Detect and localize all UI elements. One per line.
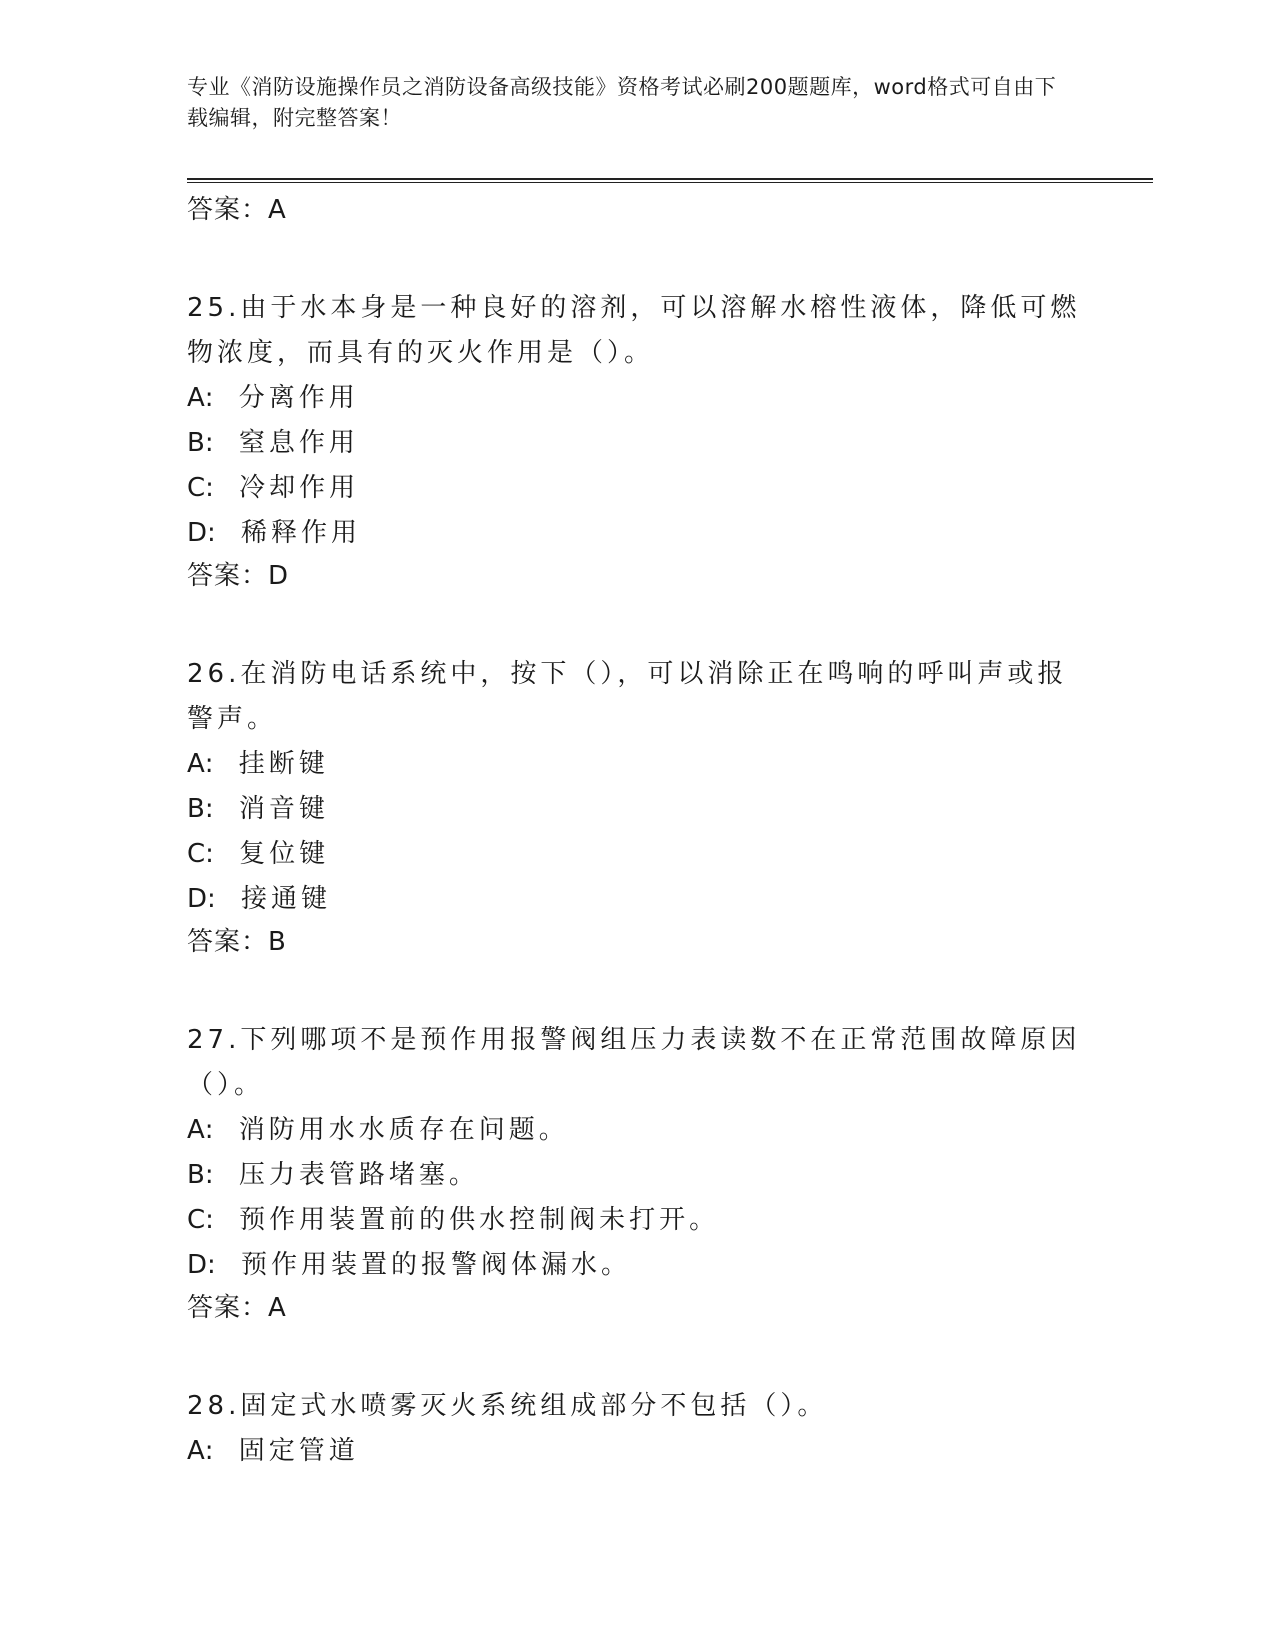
option-c: C: 复位键 bbox=[187, 839, 330, 869]
option-b: B: 消音键 bbox=[187, 794, 329, 824]
question-block bbox=[187, 1018, 1087, 1328]
option-a: A: 固定管道 bbox=[187, 1436, 359, 1466]
question-block bbox=[187, 652, 1087, 962]
document-title: 专业《消防设施操作员之消防设备高级技能》资格考试必刷200题题库，word格式可自由下载编辑，附完整答案！ bbox=[187, 75, 1057, 130]
header-divider bbox=[187, 178, 1153, 183]
question-text: 26.在消防电话系统中，按下（），可以消除正在鸣响的呼叫声或报警声。 bbox=[187, 659, 1068, 734]
question-text: 27.下列哪项不是预作用报警阀组压力表读数不在正常范围故障原因（）。 bbox=[187, 1025, 1081, 1100]
answer-line: 答案：B bbox=[187, 927, 287, 957]
question-text: 28.固定式水喷雾灭火系统组成部分不包括（）。 bbox=[187, 1391, 828, 1421]
option-b: B: 窒息作用 bbox=[187, 428, 359, 458]
option-b: B: 压力表管路堵塞。 bbox=[187, 1160, 479, 1190]
option-d: D: 接通键 bbox=[187, 884, 332, 914]
option-a: A: 分离作用 bbox=[187, 383, 359, 413]
page-header bbox=[187, 72, 1067, 134]
answer-line: 答案：A bbox=[187, 195, 287, 225]
answer-line: 答案：A bbox=[187, 1293, 287, 1323]
option-c: C: 冷却作用 bbox=[187, 473, 360, 503]
option-d: D: 预作用装置的报警阀体漏水。 bbox=[187, 1250, 632, 1280]
question-block bbox=[187, 286, 1087, 596]
question-text: 25.由于水本身是一种良好的溶剂，可以溶解水榕性液体，降低可燃物浓度，而具有的灭火作用是（）。 bbox=[187, 293, 1081, 368]
question-block bbox=[187, 1384, 1087, 1474]
option-a: A: 挂断键 bbox=[187, 749, 329, 779]
answer-line: 答案：D bbox=[187, 561, 290, 591]
option-d: D: 稀释作用 bbox=[187, 518, 362, 548]
option-a: A: 消防用水水质存在问题。 bbox=[187, 1115, 569, 1145]
option-c: C: 预作用装置前的供水控制阀未打开。 bbox=[187, 1205, 720, 1235]
question-list bbox=[187, 190, 1087, 1474]
